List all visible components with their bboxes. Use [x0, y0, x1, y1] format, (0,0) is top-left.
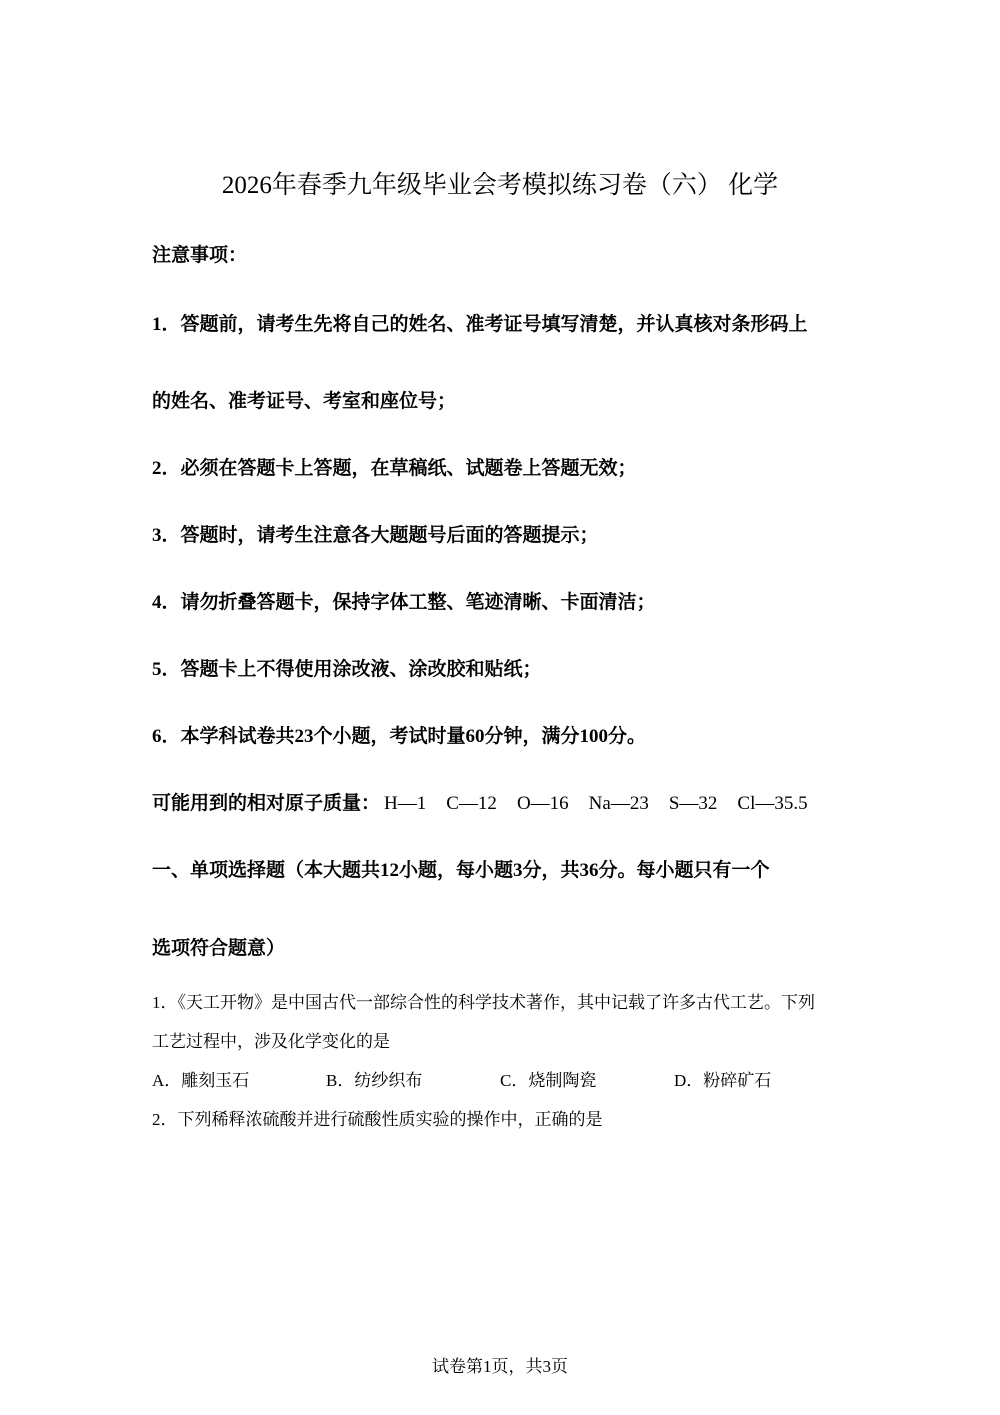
atomic-mass-values	[380, 793, 808, 814]
atomic-mass-na: Na—23	[588, 793, 649, 814]
atomic-mass-s: S—32	[668, 793, 718, 814]
atomic-mass-cl: Cl—35.5	[737, 793, 808, 814]
question-1-stem-cont: 工艺过程中，涉及化学变化的是	[152, 1032, 390, 1051]
question-1-option-a: A．雕刻玉石	[152, 1071, 250, 1090]
notice-item-6: 6．本学科试卷共23个小题，考试时量60分钟，满分100分。	[152, 726, 647, 747]
page-footer: 试卷第1页，共3页	[432, 1357, 568, 1376]
notice-heading: 注意事项：	[152, 245, 248, 266]
notice-item-4: 4．请勿折叠答题卡，保持字体工整、笔迹清晰、卡面清洁；	[152, 592, 656, 613]
notice-item-5: 5．答题卡上不得使用涂改液、涂改胶和贴纸；	[152, 659, 542, 680]
question-1-option-d: D．粉碎矿石	[674, 1071, 772, 1090]
atomic-mass-h: H—1	[384, 793, 427, 814]
question-1-option-c: C．烧制陶瓷	[500, 1071, 597, 1090]
atomic-mass-c: C—12	[446, 793, 497, 814]
notice-item-2: 2．必须在答题卡上答题，在草稿纸、试题卷上答题无效；	[152, 458, 637, 479]
notice-item-3: 3．答题时，请考生注意各大题题号后面的答题提示；	[152, 525, 599, 546]
atomic-mass-label: 可能用到的相对原子质量：	[152, 793, 381, 814]
question-1-stem: 1．《天工开物》是中国古代一部综合性的科学技术著作，其中记载了许多古代工艺。下列	[152, 993, 815, 1012]
exam-title: 2026年春季九年级毕业会考模拟练习卷（六） 化学	[221, 172, 779, 199]
question-2-stem: 2．下列稀释浓硫酸并进行硫酸性质实验的操作中，正确的是	[152, 1110, 603, 1129]
section-1-heading-cont: 选项符合题意）	[152, 938, 286, 959]
notice-item-1-cont: 的姓名、准考证号、考室和座位号；	[152, 391, 457, 412]
notice-item-1: 1．答题前，请考生先将自己的姓名、准考证号填写清楚，并认真核对条形码上	[152, 314, 808, 335]
atomic-mass-o: O—16	[516, 793, 569, 814]
atomic-mass-line	[152, 790, 808, 818]
section-1-heading: 一、单项选择题（本大题共12小题，每小题3分，共36分。每小题只有一个	[152, 860, 770, 881]
question-1-option-b: B．纺纱织布	[326, 1071, 423, 1090]
